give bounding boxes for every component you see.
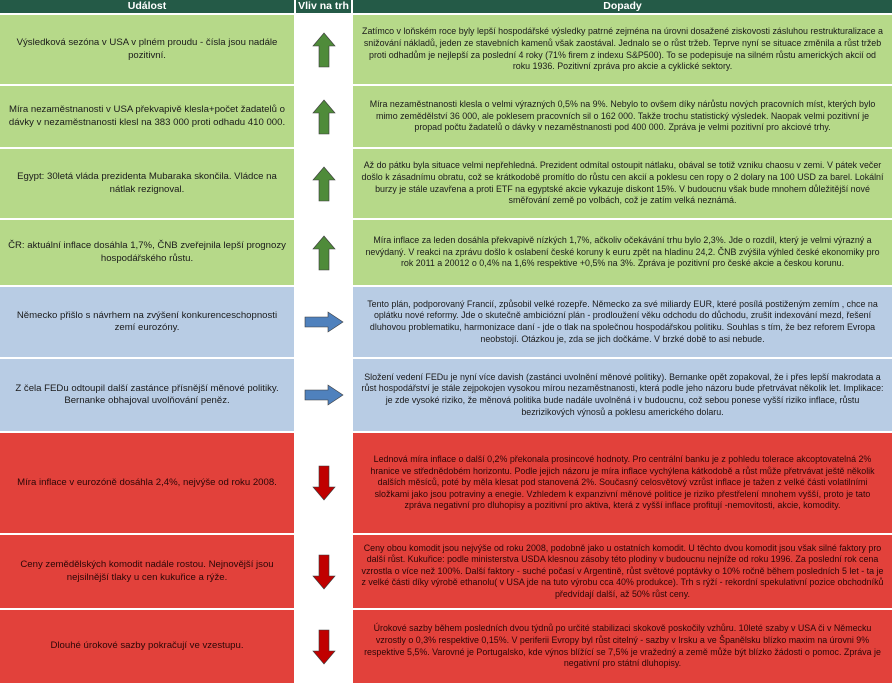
impact-cell [296,149,351,218]
effects-cell [353,287,892,357]
impact-cell [296,359,351,431]
effects-cell [353,149,892,218]
event-text: ČR: aktuální inflace dosáhla 1,7%, ČNB zveřejnila lepší prognozy hospodářského růstu. [8,240,286,264]
effects-text: Tento plán, podporovaný Francií, způsobil velké rozepře. Německo za své miliardy EUR, které posílá postiženým zemím , chce na oplátku nové reformy. Jde o skutečně ambiciózní plán - prodloužení věku odchodu do důchodu, zrušit indexování mezd, řešení dluhovou problematiku, harmonizace daní - jde o tlak na společnou hospodářskou politiku. Souhlas s tím, že bez reforem Evropa neobstojí. Otázkou je, zda se jich dočkáme. V brzké době to asi nebude. [367,298,878,344]
effects-cell [353,86,892,147]
impact-cell [296,15,351,84]
down-arrow-icon [312,629,336,665]
event-cell [0,610,294,683]
effects-cell [353,433,892,533]
right-arrow-icon [304,384,344,406]
event-cell [0,15,294,84]
effects-text: Zatímco v loňském roce byly lepší hospodářské výsledky patrné zejména na úrovni dosažené ziskovosti zásluhou restrukturalizace a snižování nákladů, jeden ze stavebních kamenů však zaostával. Jednalo se o růst tržeb. Teprve nyní se situace změnila a růst tržeb proti odhadům je nejlepší za poslední 4 roky (71% firem z indexu S&P500). To se podepisuje na silném růstu amerických akcií od roku 1936. Pozitivní zpráva pro akcie a cyklické sektory. [362,26,883,72]
effects-cell [353,535,892,608]
effects-text: Míra nezaměstnanosti klesla o velmi výrazných 0,5% na 9%. Nebylo to ovšem díky nárůstu nových pracovních míst, kterých bylo mimo zemědělství 36 000, ale poklesem pracovních sil o 162 000. Takže trochu statistický výsledek. Naopak velmi pozitivní je propad počtu žadatelů o dávky v nezaměstnanosti pod 400 000. Zpráva je velmi pozitivní pro akciové trhy. [369,99,876,133]
effects-cell [353,220,892,285]
event-cell [0,86,294,147]
impact-cell [296,610,351,683]
event-text: Německo přišlo s návrhem na zvýšení konkurenceschopnosti zemí eurozóny. [16,309,278,333]
effects-cell [353,15,892,84]
event-text: Dlouhé úrokové sazby pokračují ve vzestupu. [50,640,244,652]
event-text: Ceny zemědělských komodit nadále rostou. Nejnovější jsou nejsilnější tlaky u cen kukuřice a rýže. [20,559,274,583]
effects-text: Složení vedení FEDu je nyní více davish (zastánci uvolnění měnové politiky). Bernanke opět zopakoval, že i přes lepší makrodata a růst hospodářství je stále zejpokojen vysokou mírou nezaměstnanosti, která podle jeho názoru bude přetrvávat několik let. Implikace: je zde vysoké riziko, že měnová politika bude nadále uvolněná i v budoucnu, což sebou ponese vyšší riziko inflace, růstu bezrizikových výnosů a poklesu amerického dolaru. [361,371,884,417]
header-impact: Vliv na trh [296,0,351,13]
event-cell [0,220,294,285]
event-text: Výsledková sezóna v USA v plném proudu - čísla jsou nadále pozitivní. [16,37,278,61]
up-arrow-icon [312,32,336,68]
event-text: Egypt: 30letá vláda prezidenta Mubaraka skončila. Vládce na nátlak rezignoval. [17,171,277,195]
up-arrow-icon [312,166,336,202]
effects-text: Ceny obou komodit jsou nejvýše od roku 2008, podobně jako u ostatních komodit. U těchto dvou komodit jsou však silné faktory pro další růst. Kukuřice: podle ministerstva USDA klesnou zásoby této plodiny v budoucnu nejníže od roku 1996. Za poslední rok cena vzrostla o více než 100%. Další faktory - suché počasí v Argentině, růst světové poptávky o 10% ročně během posledních 5 let - ta je z velké části díky výrobě ethanolu( v USA jde na tuto výrobu cca 40% produkce). Trh s rýží - rekordní spekulativní pozice obchodníků předvídají další, až 50% růst ceny. [361,542,884,599]
down-arrow-icon [312,465,336,501]
impact-cell [296,433,351,533]
right-arrow-icon [304,311,344,333]
event-cell [0,535,294,608]
down-arrow-icon [312,554,336,590]
event-text: Míra inflace v eurozóně dosáhla 2,4%, nejvýše od roku 2008. [17,476,277,488]
event-cell [0,359,294,431]
impact-cell [296,220,351,285]
header-event: Událost [0,0,294,13]
effects-cell [353,359,892,431]
event-text: Míra nezaměstnanosti v USA překvapivě klesla+počet žadatelů o dávky v nezaměstnanosti klesl na 383 000 proti odhadu 410 000. [8,104,286,128]
effects-text: Úrokové sazby během posledních dvou týdnů po určité stabilizaci skokově poskočily vzhůru. 10leté szaby v USA či v Německu vzrostly o 0,3% respektive 0,15%. V periferii Evropy byl růst citelný - sazby v Irsku a ve Španělsku blízko maxim na úrovni 9% respektive 5,5%. Varovné je Portugalsko, kde výnos blížící se 7,5% je vražedný a země může být blízko žádosti o pomoc. Zpráva je negativní pro státní dluhopisy. [364,623,881,669]
effects-text: Až do pátku byla situace velmi nepřehledná. Prezident odmítal ostoupit nátlaku, obával se totiž vzniku chaosu v zemi. V pátek večer došlo k zásadnímu obratu, což se krátkodobě promítlo do růstu cen akcií a poklesu cen ropy o 2 dolary na 100 USD za barel. Lokální burzy je stále uzavřena a proti ETF na egyptské akcie vykazuje diskont 15%. V budoucnu však bude mnohem důležitější nové směřování země po volbách, což je zatím velká neznámá. [361,160,884,206]
up-arrow-icon [312,235,336,271]
header-effects: Dopady [353,0,892,13]
event-text: Z čela FEDu odtoupil další zastánce přísnější měnové politiky. Bernanke obhajoval uvolňování peněz. [15,382,279,406]
up-arrow-icon [312,99,336,135]
impact-cell [296,535,351,608]
impact-cell [296,86,351,147]
event-cell [0,287,294,357]
effects-cell [353,610,892,683]
impact-cell [296,287,351,357]
event-cell [0,433,294,533]
effects-text: Míra inflace za leden dosáhla překvapivě nízkých 1,7%, ačkoliv očekávání trhu bylo 2,3%. Jde o rozdíl, který je velmi výrazný a nevýdaný. V reakci na zprávu došlo k oslabení české koruny k euru zpět na hladinu 24,2. ČNB zvýšila výhled české ekonomiky pro rok 2011 a 20012 o 0,4% na 1,6% respektive +0,5% na 3%. Zpráva je pozitivní pro české akcie a českou korunu. [365,235,880,269]
effects-text: Lednová míra inflace o další 0,2% překonala prosincové hodnoty. Pro centrální banku je z pohledu tolerace akcoptovatelná 2% hranice ve střednědobém horizontu. Podle jejich názoru je míra inflace vychýlena kátkodobě a růst může přetrvávat ještě několik dalších měsíců, poté by měla klesat pod stanovená 2%. Současný celosvětový vzrůst inflace je tažen z velké části volatilními složkami jako jsou potraviny a enegie. Vzhledem k expanzivní měnové politice je riziko přestřelení mnohem vyšší, proto je tato zpráva negativní pro dluhopisy a pozitivní pro aktiva, která z vyšší inflace profitují -nemovitosti, akcie, komodity. [370,454,875,511]
event-cell [0,149,294,218]
